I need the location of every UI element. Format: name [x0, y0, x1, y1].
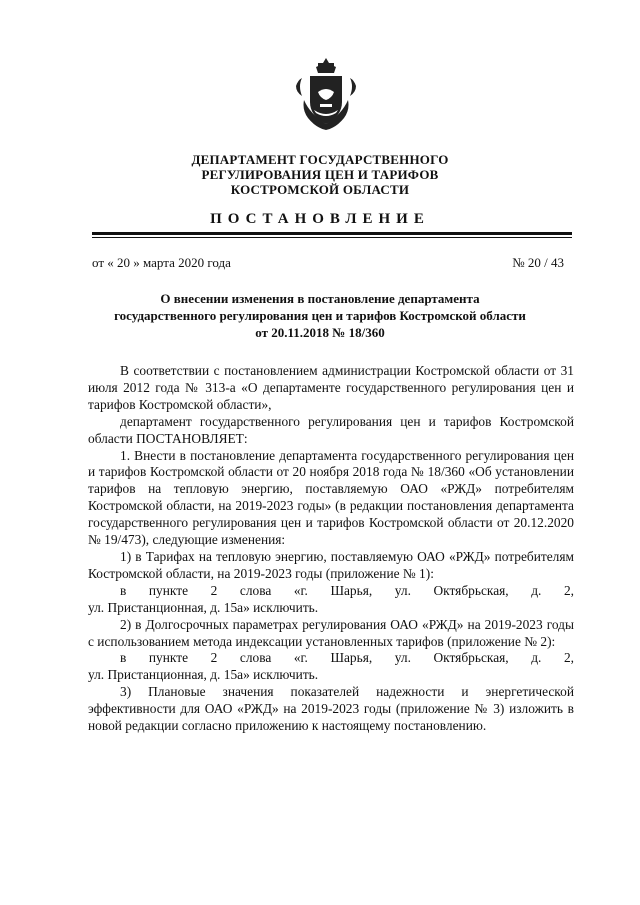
department-name-line-2: РЕГУЛИРОВАНИЯ ЦЕН И ТАРИФОВ	[201, 167, 439, 182]
paragraph-subitem-1-clause-a: в пункте 2 слова «г. Шарья, ул. Октябрьская, д. 2,	[120, 582, 574, 598]
paragraph-item-1: 1. Внести в постановление департамента государственного регулирования цен и тарифов Костромской области от 20 ноября 2018 года № 18/360 «Об установлении тарифов на тепловую энергию, поставляемую ОАО «РЖД» потребителям Костромской области, на 2019-2023 годы» (в редакции постановления департамента государственного регулирования цен и тарифов Костромской области от 20.12.2020 № 19/473), следующие изменения:	[88, 447, 574, 548]
document-heading-line-2: государственного регулирования цен и тарифов Костромской области	[114, 308, 526, 323]
department-name-line-3: КОСТРОМСКОЙ ОБЛАСТИ	[230, 182, 410, 197]
header-divider-thin	[92, 237, 572, 238]
coat-of-arms-icon	[296, 56, 356, 132]
paragraph-subitem-2-clause-a: в пункте 2 слова «г. Шарья, ул. Октябрьская, д. 2,	[120, 650, 574, 666]
header-divider-thick	[92, 232, 572, 235]
document-heading-line-1: О внесении изменения в постановление департамента	[160, 291, 480, 306]
paragraph-subitem-3: 3) Плановые значения показателей надежности и энергетической эффективности для ОАО «РЖД» на 2019-2023 годы (приложение № 3) изложить в новой редакции согласно приложению к настоящему постановлению.	[88, 684, 574, 734]
paragraph-subitem-2: 2) в Долгосрочных параметрах регулирования ОАО «РЖД» на 2019-2023 годы с использованием метода индексации установленных тарифов (приложение № 2):	[88, 616, 574, 649]
document-body	[88, 363, 574, 735]
document-type-title: ПОСТАНОВЛЕНИЕ	[210, 211, 430, 227]
paragraph-subitem-2-clause-b: ул. Пристанционная, д. 15а» исключить.	[88, 667, 319, 683]
paragraph-subitem-1: 1) в Тарифах на тепловую энергию, поставляемую ОАО «РЖД» потребителям Костромской области, на 2019-2023 годы (приложение № 1):	[88, 548, 574, 581]
paragraph-resolves: департамент государственного регулирования цен и тарифов Костромской области ПОСТАНОВЛЯЕТ:	[88, 413, 574, 446]
document-date: от « 20 » марта 2020 года	[92, 255, 231, 270]
department-name-line-1: ДЕПАРТАМЕНТ ГОСУДАРСТВЕННОГО	[191, 152, 449, 167]
paragraph-preamble: В соответствии с постановлением администрации Костромской области от 31 июля 2012 года № 313-а «О департаменте государственного регулирования цен и тарифов Костромской области»,	[88, 363, 574, 412]
paragraph-subitem-1-clause-b: ул. Пристанционная, д. 15а» исключить.	[88, 599, 319, 615]
document-number: № 20 / 43	[512, 255, 564, 270]
document-heading-line-3: от 20.11.2018 № 18/360	[255, 325, 385, 340]
